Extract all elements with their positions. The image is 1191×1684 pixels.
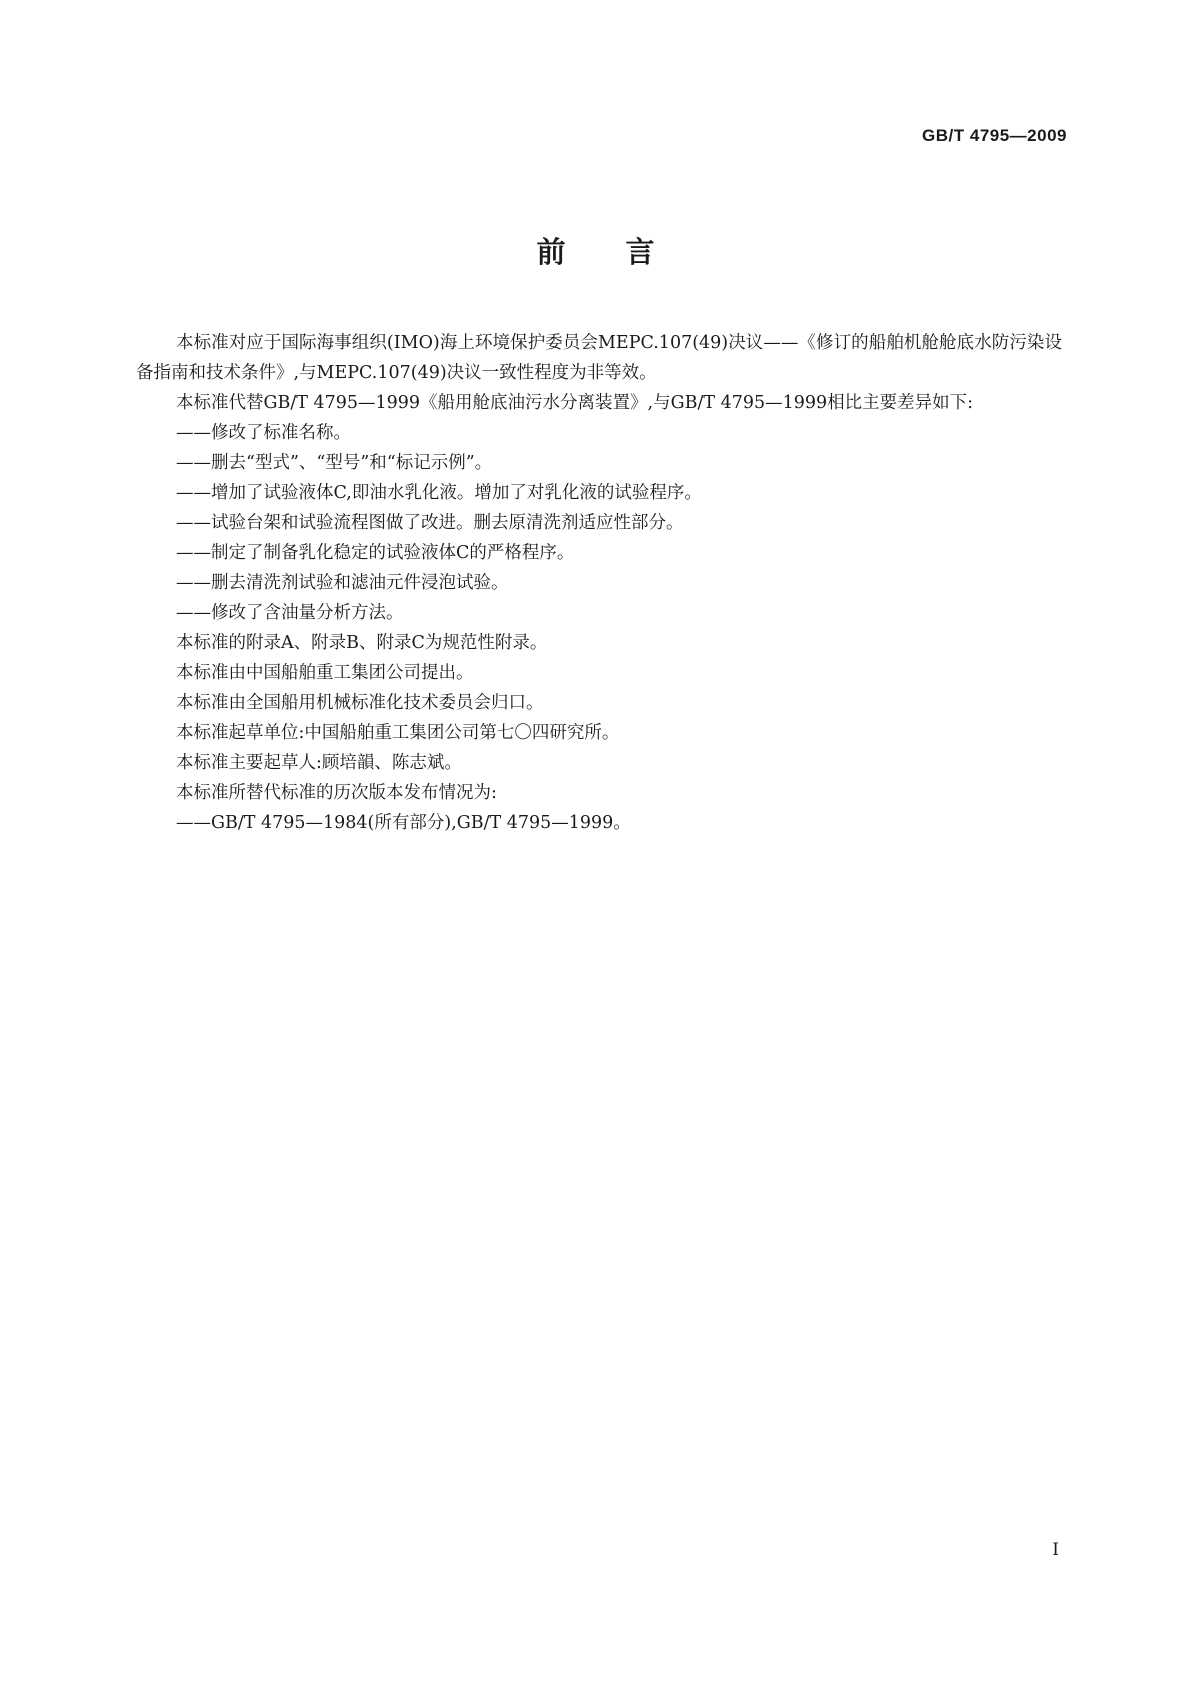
change-item: ——制定了制备乳化稳定的试验液体C的严格程序。 — [176, 543, 575, 563]
statement-history-intro: 本标准所替代标准的历次版本发布情况为: — [176, 783, 497, 803]
change-item: ——增加了试验液体C,即油水乳化液。增加了对乳化液的试验程序。 — [176, 483, 702, 503]
paragraph-replacement: 本标准代替GB/T 4795—1999《船用舱底油污水分离装置》,与GB/T 4795—1999相比主要差异如下: — [176, 393, 974, 413]
statement-drafting-unit: 本标准起草单位:中国船舶重工集团公司第七〇四研究所。 — [176, 723, 620, 743]
change-item: ——试验台架和试验流程图做了改进。删去原清洗剂适应性部分。 — [176, 513, 684, 533]
change-item: ——修改了含油量分析方法。 — [176, 603, 404, 623]
change-item: ——删去清洗剂试验和滤油元件浸泡试验。 — [176, 573, 509, 593]
statement-proposer: 本标准由中国船舶重工集团公司提出。 — [176, 663, 474, 683]
standard-number: GB/T 4795—2009 — [922, 126, 1067, 145]
statement-committee: 本标准由全国船用机械标准化技术委员会归口。 — [176, 693, 544, 713]
statement-drafters: 本标准主要起草人:顾培韻、陈志斌。 — [176, 753, 462, 773]
page-number: I — [1052, 1540, 1059, 1560]
page-title: 前言 — [536, 235, 715, 269]
history-item: ——GB/T 4795—1984(所有部分),GB/T 4795—1999。 — [176, 813, 631, 833]
change-item: ——修改了标准名称。 — [176, 423, 351, 443]
change-item: ——删去“型式”、“型号”和“标记示例”。 — [176, 453, 493, 473]
statement-annexes: 本标准的附录A、附录B、附录C为规范性附录。 — [176, 633, 548, 653]
foreword-body — [136, 328, 1062, 838]
paragraph-correspondence: 本标准对应于国际海事组织(IMO)海上环境保护委员会MEPC.107(49)决议——《修订的船舶机舱舱底水防污染设备指南和技术条件》,与MEPC.107(49)决议一致性程度为非等效。 — [136, 333, 1062, 383]
